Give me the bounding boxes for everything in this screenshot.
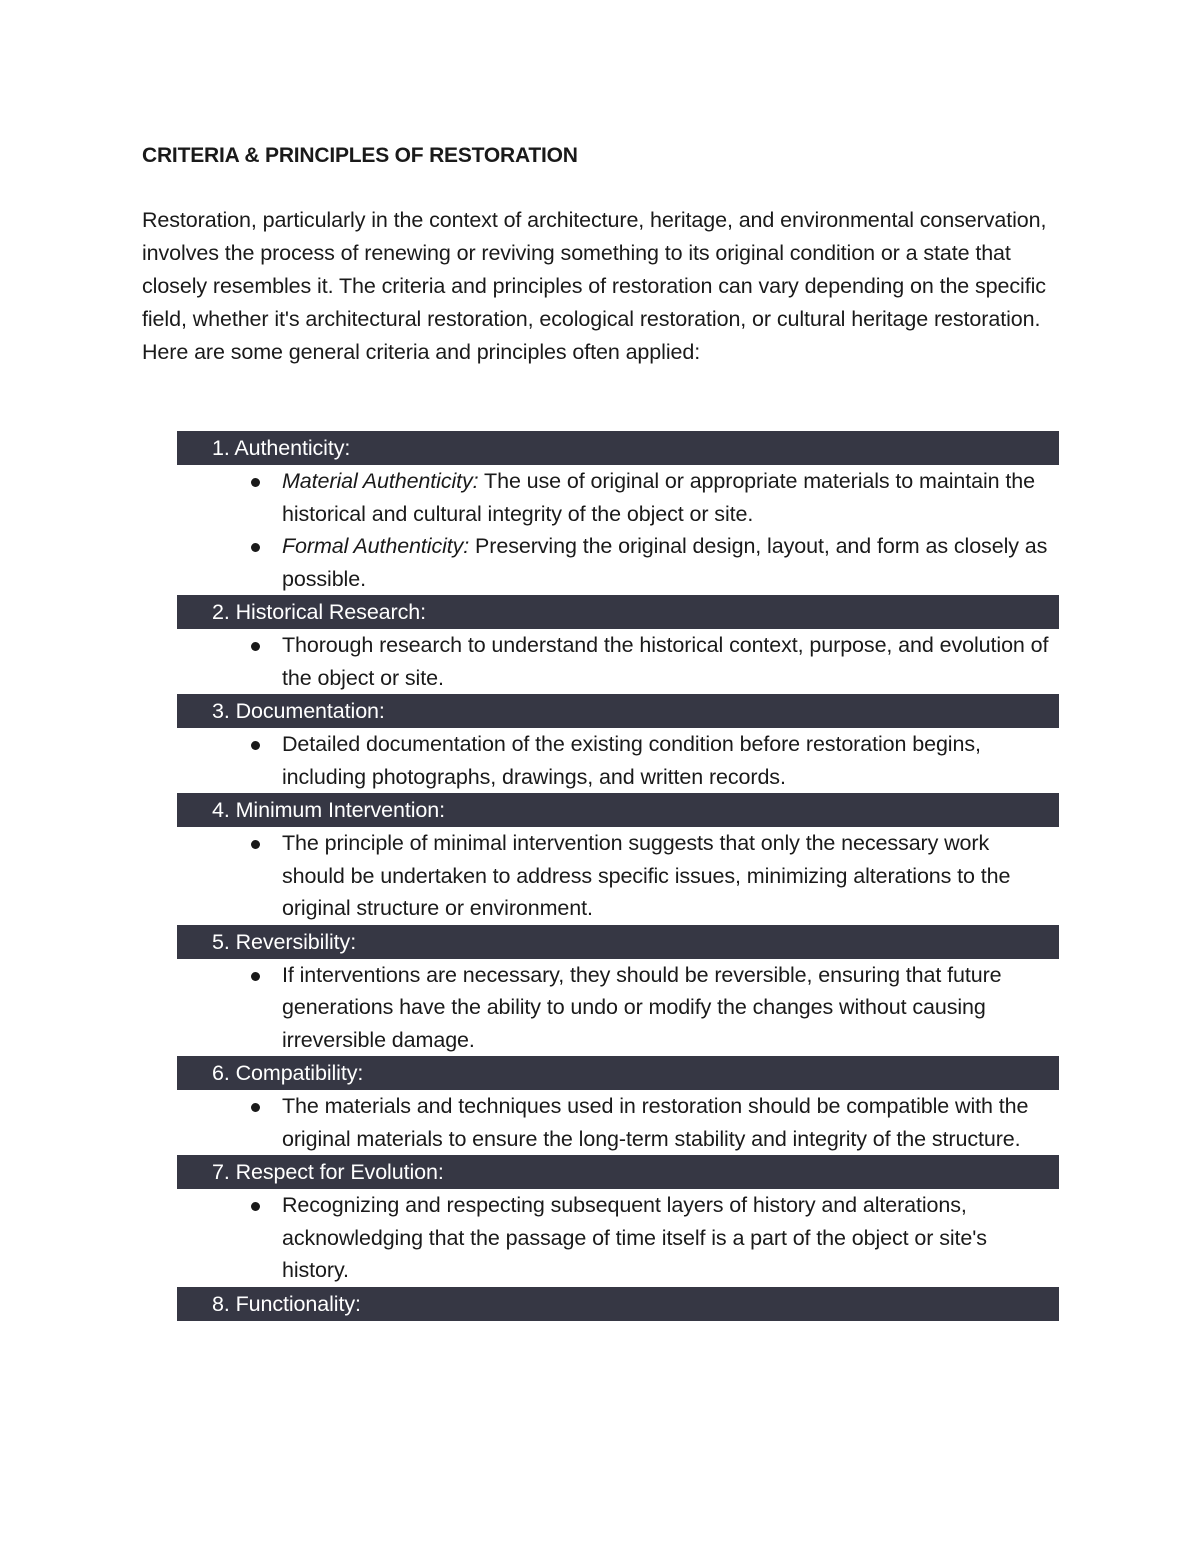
criterion-heading: 8. Functionality: xyxy=(177,1287,1059,1321)
criterion-bullets xyxy=(177,827,1059,925)
bullet-item xyxy=(177,959,1059,1057)
criterion-bullets xyxy=(177,1090,1059,1155)
bullet-dot-icon xyxy=(251,972,260,981)
criterion-heading: 4. Minimum Intervention: xyxy=(177,793,1059,827)
criterion-item xyxy=(177,1287,1059,1321)
bullet-dot-icon xyxy=(251,1103,260,1112)
intro-paragraph: Restoration, particularly in the context of architecture, heritage, and environmental conservation, involves the process of renewing or reviving something to its original condition or a state that closely resembles it. The criteria and principles of restoration can vary depending on the specific field, whether it's architectural restoration, ecological restoration, or cultural heritage restoration. Here are some general criteria and principles often applied: xyxy=(142,208,1047,364)
criterion-heading: 2. Historical Research: xyxy=(177,595,1059,629)
criterion-item xyxy=(177,595,1059,694)
bullet-dot-icon xyxy=(251,741,260,750)
bullet-item xyxy=(177,1189,1059,1287)
criterion-bullets xyxy=(177,629,1059,694)
criterion-bullets xyxy=(177,465,1059,595)
bullet-item xyxy=(177,1090,1059,1155)
document-title: CRITERIA & PRINCIPLES OF RESTORATION xyxy=(142,144,578,167)
criterion-bullets xyxy=(177,1189,1059,1287)
criterion-item xyxy=(177,431,1059,595)
criterion-heading: 5. Reversibility: xyxy=(177,925,1059,959)
bullet-item xyxy=(177,530,1059,595)
bullet-dot-icon xyxy=(251,543,260,552)
bullet-dot-icon xyxy=(251,642,260,651)
bullet-text: The materials and techniques used in restoration should be compatible with the original materials to ensure the long-term stability and integrity of the structure. xyxy=(282,1094,1029,1151)
bullet-dot-icon xyxy=(251,478,260,487)
criterion-item xyxy=(177,793,1059,925)
bullet-text: The principle of minimal intervention suggests that only the necessary work should be undertaken to address specific issues, minimizing alterations to the original structure or environment. xyxy=(282,831,1011,920)
bullet-text: Thorough research to understand the historical context, purpose, and evolution of the object or site. xyxy=(282,633,1049,690)
bullet-text: Detailed documentation of the existing condition before restoration begins, including photographs, drawings, and written records. xyxy=(282,732,981,789)
bullet-text: Preserving the original design, layout, and form as closely as possible. xyxy=(282,534,1048,591)
criterion-item xyxy=(177,1155,1059,1287)
criterion-heading: 1. Authenticity: xyxy=(177,431,1059,465)
bullet-text: Recognizing and respecting subsequent layers of history and alterations, acknowledging that the passage of time itself is a part of the object or site's history. xyxy=(282,1193,987,1282)
bullet-item xyxy=(177,827,1059,925)
criterion-heading: 3. Documentation: xyxy=(177,694,1059,728)
bullet-term: Formal Authenticity: xyxy=(282,534,470,558)
criterion-item xyxy=(177,1056,1059,1155)
criterion-heading: 7. Respect for Evolution: xyxy=(177,1155,1059,1189)
bullet-item xyxy=(177,728,1059,793)
bullet-text: If interventions are necessary, they should be reversible, ensuring that future generations have the ability to undo or modify the changes without causing irreversible damage. xyxy=(282,962,1002,1052)
bullet-dot-icon xyxy=(251,1202,260,1211)
criterion-bullets xyxy=(177,728,1059,793)
bullet-dot-icon xyxy=(251,840,260,849)
criterion-bullets xyxy=(177,959,1059,1057)
criterion-heading: 6. Compatibility: xyxy=(177,1056,1059,1090)
criterion-item xyxy=(177,694,1059,793)
criteria-list xyxy=(177,431,1059,1321)
criterion-item xyxy=(177,925,1059,1057)
bullet-item xyxy=(177,629,1059,694)
bullet-item xyxy=(177,465,1059,530)
bullet-term: Material Authenticity: xyxy=(282,469,479,493)
bullet-text: The use of original or appropriate materials to maintain the historical and cultural integrity of the object or site. xyxy=(282,469,1035,526)
